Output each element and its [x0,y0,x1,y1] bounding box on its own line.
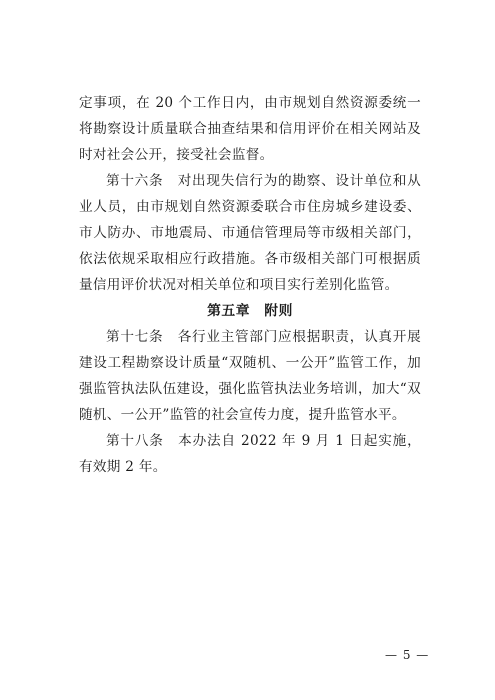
document-body [79,90,421,480]
article-18-paragraph: 第十八条 本办法自 2022 年 9 月 1 日起实施，有效期 2 年。 [79,433,421,475]
article-17-paragraph: 第十七条 各行业主管部门应根据职责，认真开展建设工程勘察设计质量“双随机、一公开”监管工作，加强监管执法队伍建设，强化监管执法业务培训，加大“双随机、一公开”监管的社会宣传力度，提升监管水平。 [79,329,421,423]
continuation-paragraph: 定事项，在 20 个工作日内，由市规划自然资源委统一将勘察设计质量联合抽查结果和信用评价在相关网站及时对社会公开，接受社会监督。 [79,95,421,163]
article-16-paragraph: 第十六条 对出现失信行为的勘察、设计单位和从业人员，由市规划自然资源委联合市住房城乡建设委、市人防办、市地震局、市通信管理局等市级相关部门，依法依规采取相应行政措施。各市级相关部门可根据质量信用评价状况对相关单位和项目实行差别化监管。 [79,173,421,293]
page-number: — 5 — [385,648,430,662]
chapter-heading: 第五章 附则 [207,303,293,319]
